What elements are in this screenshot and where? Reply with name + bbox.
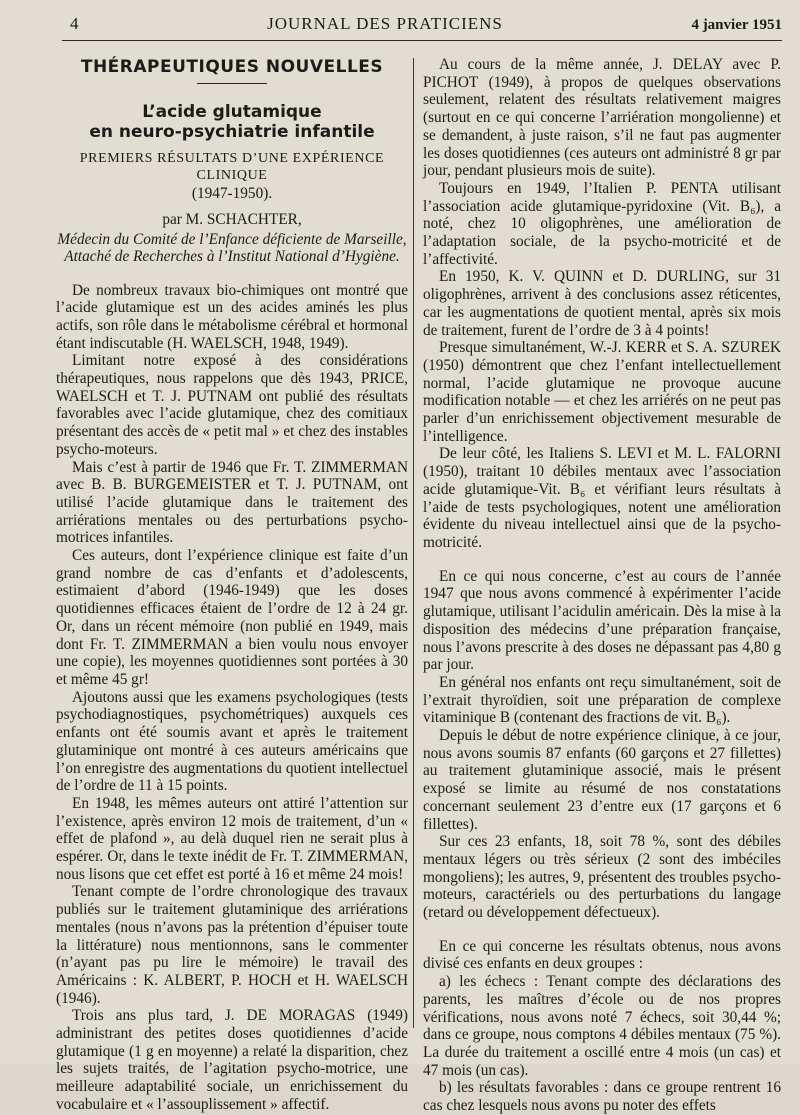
section-heading: THÉRAPEUTIQUES NOUVELLES: [80, 57, 384, 77]
paragraph: Toujours en 1949, l’Italien P. PENTA utilisant l’association acide glutamique-pyridoxine (Vit. B₆), a noté, chez 10 oligophrènes, une amélioration de l’adaptation sociale, de la psycho-motricité et de l’affectivité.: [423, 179, 781, 268]
paragraph: Mais c’est à partir de 1946 que Fr. T. ZIMMERMAN avec B. B. BURGEMEISTER et T. J. PUTNAM, ont utilisé l’acide glutamique dans le traitement des arriérations mentales ou des perturbations psycho-motrices infantiles.: [56, 458, 408, 547]
author-affiliation: [56, 231, 408, 266]
article-years: (1947-1950).: [191, 185, 273, 203]
paragraph: Tenant compte de l’ordre chronologique des travaux publiés sur le traitement glutaminique des arriérations mentales (nous n’avons pas la prétention d’épuiser toute la littérature) nous mentionnons, sans le commenter (n’ayant pas pu lire le mémoire) le travail des Américains : K. ALBERT, P. HOCH et H. WAELSCH (1946).: [56, 883, 408, 1007]
issue-date: 4 janvier 1951: [691, 17, 782, 33]
paragraph: Au cours de la même année, J. DELAY avec P. PICHOT (1949), à propos de quelques observations seulement, relatent des résultats relativement maigres (surtout en ce qui concerne l’arriération mongolienne) et se demandent, à juste raison, s’il ne faut pas augmenter les doses quotidiennes (ces auteurs ont administré 8 gr par jour, pendant plusieurs mois de suite).: [423, 56, 781, 180]
article-title-line-1: L’acide glutamique: [142, 101, 322, 122]
paragraph: Trois ans plus tard, J. DE MORAGAS (1949) administrant des petites doses quotidiennes d’acide glutamique (1 g en moyenne) a relaté la disparition, chez les sujets traités, de l’agitation psycho-motrice, une meilleure adaptabilité sociale, un enrichissement du vocabulaire et « l’assouplissement » affectif.: [56, 1007, 408, 1113]
affiliation-line-2: Attaché de Recherches à l’Institut National d’Hygiène.: [64, 248, 400, 266]
right-column: [423, 56, 781, 1115]
paragraph: b) les résultats favorables : dans ce groupe rentrent 16 cas chez lesquels nous avons pu noter des effets: [423, 1079, 781, 1115]
header-rule: [62, 40, 782, 41]
affiliation-line-1: Médecin du Comité de l’Enfance déficiente de Marseille,: [57, 230, 407, 248]
paragraph: En 1948, les mêmes auteurs ont attiré l’attention sur l’existence, après environ 12 mois de traitement, d’un « effet de plafond », au delà duquel rien ne serait plus à espérer. Or, dans le texte inédit de Fr. T. ZIMMERMAN, nous lisons que cet effet est porté à 16 et même 24 mois!: [56, 794, 408, 883]
paragraph: a) les échecs : Tenant compte des déclarations des parents, les maîtres d’école ou de nos propres vérifications, nous avons noté 7 échecs, soit 30,44 %; dans ce groupe, nous comptons 4 débiles mentaux (75 %). La durée du traitement a oscillé entre 4 mois (un cas) et 47 mois (un cas).: [423, 973, 781, 1079]
paragraph: En 1950, K. V. QUINN et D. DURLING, sur 31 oligophrènes, arrivent à des conclusions assez réticentes, car les augmentations de quotient mental, après six mois de traitement, furent de l’ordre de 3 à 4 points!: [423, 268, 781, 339]
paragraph: En ce qui concerne les résultats obtenus, nous avons divisé ces enfants en deux groupes :: [423, 937, 781, 973]
article-title: [56, 102, 408, 142]
paragraph: De leur côté, les Italiens S. LEVI et M. L. FALORNI (1950), traitant 10 débiles mentaux avec l’association acide glutamique-Vit. B₆ et vérifiant leurs résultats à l’aide de tests psychologiques, notent une amélioration évidente du niveau intellectuel ainsi que de la psycho-motricité.: [423, 445, 781, 551]
paragraph: De nombreux travaux bio-chimiques ont montré que l’acide glutamique est un des acides aminés les plus actifs, son rôle dans le métabolisme cérébral et hormonal étant indiscutable (H. WAELSCH, 1948, 1949).: [56, 281, 408, 352]
paragraph: Ajoutons aussi que les examens psychologiques (tests psychodiagnostiques, psychométriques) auxquels ces enfants ont été soumis avant et après le traitement glutaminique ont montré à ces auteurs américains que l’on enregistre des augmentations du quotient intellectuel de l’ordre de 11 à 15 points.: [56, 688, 408, 795]
article-subtitle: PREMIERS RÉSULTATS D’UNE EXPÉRIENCE CLINIQUE: [79, 150, 385, 184]
paragraph: En général nos enfants ont reçu simultanément, soit de l’extrait thyroïdien, soit une préparation de complexe vitaminique B (contenant des fractions de vit. B₆).: [423, 673, 781, 727]
paragraph: Limitant notre exposé à des considérations thérapeutiques, nous rappelons que dès 1943, PRICE, WAELSCH et T. J. PUTNAM ont publié des résultats favorables avec l’acide glutamique, chez des comitiaux présentant des accès de « petit mal » et chez des instables psycho-moteurs.: [56, 352, 408, 458]
article-title-line-2: en neuro-psychiatrie infantile: [89, 121, 375, 142]
section-rule: [197, 83, 267, 84]
paragraph: En ce qui nous concerne, c’est au cours de l’année 1947 que nous avons commencé à expérimenter l’acide glutamique, utilisant l’acidulin américain. Dès la mise à la disposition des médecins d’une préparation française, nous l’avons prescrite à des doses ne dépassant pas 4,80 g par jour.: [423, 567, 781, 674]
paragraph: Ces auteurs, dont l’expérience clinique est faite d’un grand nombre de cas d’enfants et d’adolescents, estimaient d’abord (1946-1949) que les doses quotidiennes efficaces étaient de l’ordre de 12 à 24 gr. Or, dans un récent mémoire (non publié en 1949, mais dont Fr. T. ZIMMERMAN a bien voulu nous envoyer une copie), les moyennes quotidiennes sont portées à 30 et même 45 gr!: [56, 547, 408, 688]
paragraph: Depuis le début de notre expérience clinique, à ce jour, nous avons soumis 87 enfants (60 garçons et 27 fillettes) au traitement glutaminique associé, mais le présent exposé se limite au résumé de nos constatations concernant seulement 23 d’entre eux (17 garçons et 6 fillettes).: [423, 727, 781, 833]
left-column: [56, 56, 408, 1114]
column-divider: [413, 58, 414, 1028]
journal-title: JOURNAL DES PRATICIENS: [267, 14, 503, 33]
page-number: 4: [70, 14, 79, 33]
paragraph: Sur ces 23 enfants, 18, soit 78 %, sont des débiles mentaux légers ou très sérieux (2 sont des imbéciles mongoliens); les autres, 9, présentent des troubles psycho-moteurs, caractériels ou des perturbations du langage (retard ou développement défectueux).: [423, 833, 781, 922]
paragraph: Presque simultanément, W.-J. KERR et S. A. SZUREK (1950) démontrent que chez l’enfant intellectuellement normal, l’acide glutamique ne provoque aucune modification notable — et chez les arriérés on ne peut pas parler d’un enrichissement objectivement mesurable de l’intelligence.: [423, 339, 781, 445]
running-header: [70, 14, 782, 40]
article-author: par M. SCHACHTER,: [162, 210, 302, 228]
